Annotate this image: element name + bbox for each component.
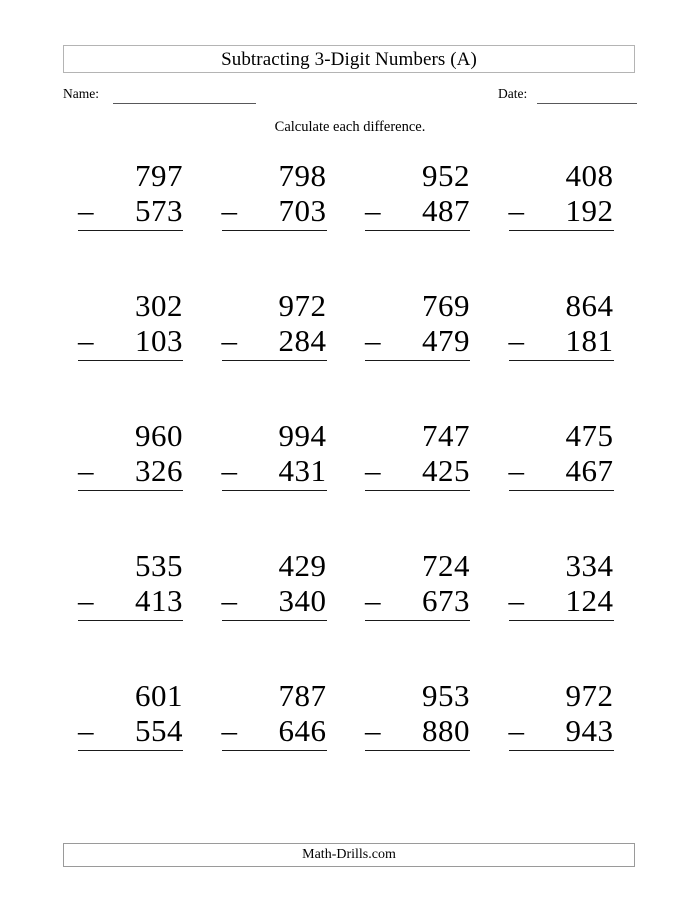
answer-rule — [222, 230, 327, 231]
subtrahend-line — [222, 323, 327, 358]
subtrahend: 103 — [135, 323, 183, 358]
subtrahend: 673 — [422, 583, 470, 618]
subtrahend: 431 — [278, 453, 327, 488]
name-date-row — [63, 86, 637, 106]
minus-operator-icon: – — [365, 323, 381, 358]
subtrahend-line — [222, 583, 327, 618]
subtrahend: 413 — [135, 583, 183, 618]
answer-rule — [509, 360, 614, 361]
footer-box — [63, 843, 635, 867]
minus-operator-icon: – — [78, 193, 94, 228]
problem-cell — [494, 418, 638, 548]
answer-rule — [365, 360, 470, 361]
subtrahend-line — [78, 713, 183, 748]
subtrahend: 425 — [422, 453, 470, 488]
subtrahend: 554 — [135, 713, 183, 748]
problem — [365, 678, 470, 751]
subtrahend-line — [365, 583, 470, 618]
subtrahend-line — [78, 323, 183, 358]
subtrahend: 124 — [565, 583, 614, 618]
subtrahend: 467 — [565, 453, 614, 488]
subtrahend: 192 — [565, 193, 614, 228]
problem-cell — [207, 548, 351, 678]
problem-cell — [494, 548, 638, 678]
subtrahend-line — [222, 713, 327, 748]
minus-operator-icon: – — [78, 453, 94, 488]
footer-label: Math-Drills.com — [302, 847, 396, 862]
minuend: 769 — [422, 288, 470, 323]
minuend: 429 — [278, 548, 327, 583]
problem — [222, 548, 327, 621]
problem — [509, 418, 614, 491]
problem — [78, 418, 183, 491]
subtrahend: 340 — [278, 583, 327, 618]
minuend: 972 — [565, 678, 614, 713]
problem — [78, 158, 183, 231]
answer-rule — [509, 230, 614, 231]
problem — [365, 288, 470, 361]
subtrahend: 181 — [565, 323, 614, 358]
problem — [509, 158, 614, 231]
minus-operator-icon: – — [221, 583, 238, 618]
problem-cell — [63, 288, 207, 418]
name-input-line[interactable] — [113, 103, 256, 104]
minus-operator-icon: – — [221, 193, 238, 228]
subtrahend-line — [78, 583, 183, 618]
subtrahend-line — [78, 453, 183, 488]
problem-cell — [207, 678, 351, 808]
subtrahend-line — [78, 193, 183, 228]
problem-row — [63, 678, 637, 808]
subtrahend: 703 — [278, 193, 327, 228]
answer-rule — [78, 750, 183, 751]
minus-operator-icon: – — [365, 193, 381, 228]
problem-cell — [207, 158, 351, 288]
problem — [365, 158, 470, 231]
answer-rule — [78, 620, 183, 621]
minus-operator-icon: – — [508, 193, 525, 228]
answer-rule — [365, 620, 470, 621]
subtrahend-line — [509, 453, 614, 488]
subtrahend-line — [365, 453, 470, 488]
problem-grid — [63, 158, 637, 808]
answer-rule — [509, 750, 614, 751]
problem-row — [63, 288, 637, 418]
subtrahend: 487 — [422, 193, 470, 228]
problem-row — [63, 548, 637, 678]
minuend: 302 — [135, 288, 183, 323]
subtrahend: 479 — [422, 323, 470, 358]
subtrahend: 284 — [278, 323, 327, 358]
problem-cell — [207, 418, 351, 548]
answer-rule — [509, 490, 614, 491]
subtrahend-line — [509, 583, 614, 618]
answer-rule — [222, 360, 327, 361]
subtrahend: 646 — [278, 713, 327, 748]
problem-cell — [63, 418, 207, 548]
answer-rule — [78, 490, 183, 491]
answer-rule — [509, 620, 614, 621]
subtrahend-line — [222, 453, 327, 488]
minuend: 994 — [278, 418, 327, 453]
answer-rule — [78, 230, 183, 231]
problem-cell — [207, 288, 351, 418]
minus-operator-icon: – — [508, 583, 525, 618]
problem — [222, 678, 327, 751]
problem-cell — [63, 158, 207, 288]
problem — [509, 548, 614, 621]
minuend: 475 — [565, 418, 614, 453]
minus-operator-icon: – — [365, 453, 381, 488]
date-label: Date: — [498, 86, 528, 101]
subtrahend-line — [365, 193, 470, 228]
problem — [78, 548, 183, 621]
problem-cell — [350, 158, 494, 288]
subtrahend-line — [509, 193, 614, 228]
problem — [365, 418, 470, 491]
minus-operator-icon: – — [508, 713, 525, 748]
subtrahend-line — [509, 713, 614, 748]
answer-rule — [365, 750, 470, 751]
problem-cell — [494, 288, 638, 418]
problem-cell — [494, 158, 638, 288]
answer-rule — [365, 230, 470, 231]
answer-rule — [222, 750, 327, 751]
subtrahend-line — [365, 713, 470, 748]
problem — [78, 678, 183, 751]
minuend: 864 — [565, 288, 614, 323]
problem-cell — [350, 548, 494, 678]
minus-operator-icon: – — [78, 323, 94, 358]
subtrahend-line — [365, 323, 470, 358]
problem — [78, 288, 183, 361]
minus-operator-icon: – — [78, 713, 94, 748]
minus-operator-icon: – — [508, 453, 525, 488]
problem-cell — [63, 548, 207, 678]
problem-cell — [350, 418, 494, 548]
problem — [222, 288, 327, 361]
problem — [365, 548, 470, 621]
problem-cell — [350, 678, 494, 808]
subtrahend-line — [222, 193, 327, 228]
minus-operator-icon: – — [508, 323, 525, 358]
subtrahend: 326 — [135, 453, 183, 488]
page-title: Subtracting 3-Digit Numbers (A) — [221, 48, 477, 70]
subtrahend: 880 — [422, 713, 470, 748]
problem-row — [63, 158, 637, 288]
minus-operator-icon: – — [221, 323, 238, 358]
minuend: 787 — [278, 678, 327, 713]
subtrahend: 943 — [565, 713, 614, 748]
minuend: 797 — [135, 158, 183, 193]
problem — [222, 158, 327, 231]
minus-operator-icon: – — [221, 453, 238, 488]
minuend: 960 — [135, 418, 183, 453]
minuend: 798 — [278, 158, 327, 193]
minuend: 953 — [422, 678, 470, 713]
minuend: 952 — [422, 158, 470, 193]
answer-rule — [365, 490, 470, 491]
problem-cell — [63, 678, 207, 808]
minuend: 408 — [565, 158, 614, 193]
date-input-line[interactable] — [537, 103, 637, 104]
minus-operator-icon: – — [365, 713, 381, 748]
minuend: 724 — [422, 548, 470, 583]
minus-operator-icon: – — [365, 583, 381, 618]
minus-operator-icon: – — [221, 713, 238, 748]
minuend: 535 — [135, 548, 183, 583]
minuend: 601 — [135, 678, 183, 713]
answer-rule — [78, 360, 183, 361]
problem — [509, 678, 614, 751]
title-box — [63, 45, 635, 73]
problem-row — [63, 418, 637, 548]
minus-operator-icon: – — [78, 583, 94, 618]
subtrahend: 573 — [135, 193, 183, 228]
answer-rule — [222, 490, 327, 491]
name-label: Name: — [63, 86, 99, 101]
problem — [222, 418, 327, 491]
problem-cell — [494, 678, 638, 808]
minuend: 972 — [278, 288, 327, 323]
instruction-text: Calculate each difference. — [274, 119, 426, 135]
answer-rule — [222, 620, 327, 621]
problem — [509, 288, 614, 361]
minuend: 747 — [422, 418, 470, 453]
problem-cell — [350, 288, 494, 418]
minuend: 334 — [565, 548, 614, 583]
subtrahend-line — [509, 323, 614, 358]
